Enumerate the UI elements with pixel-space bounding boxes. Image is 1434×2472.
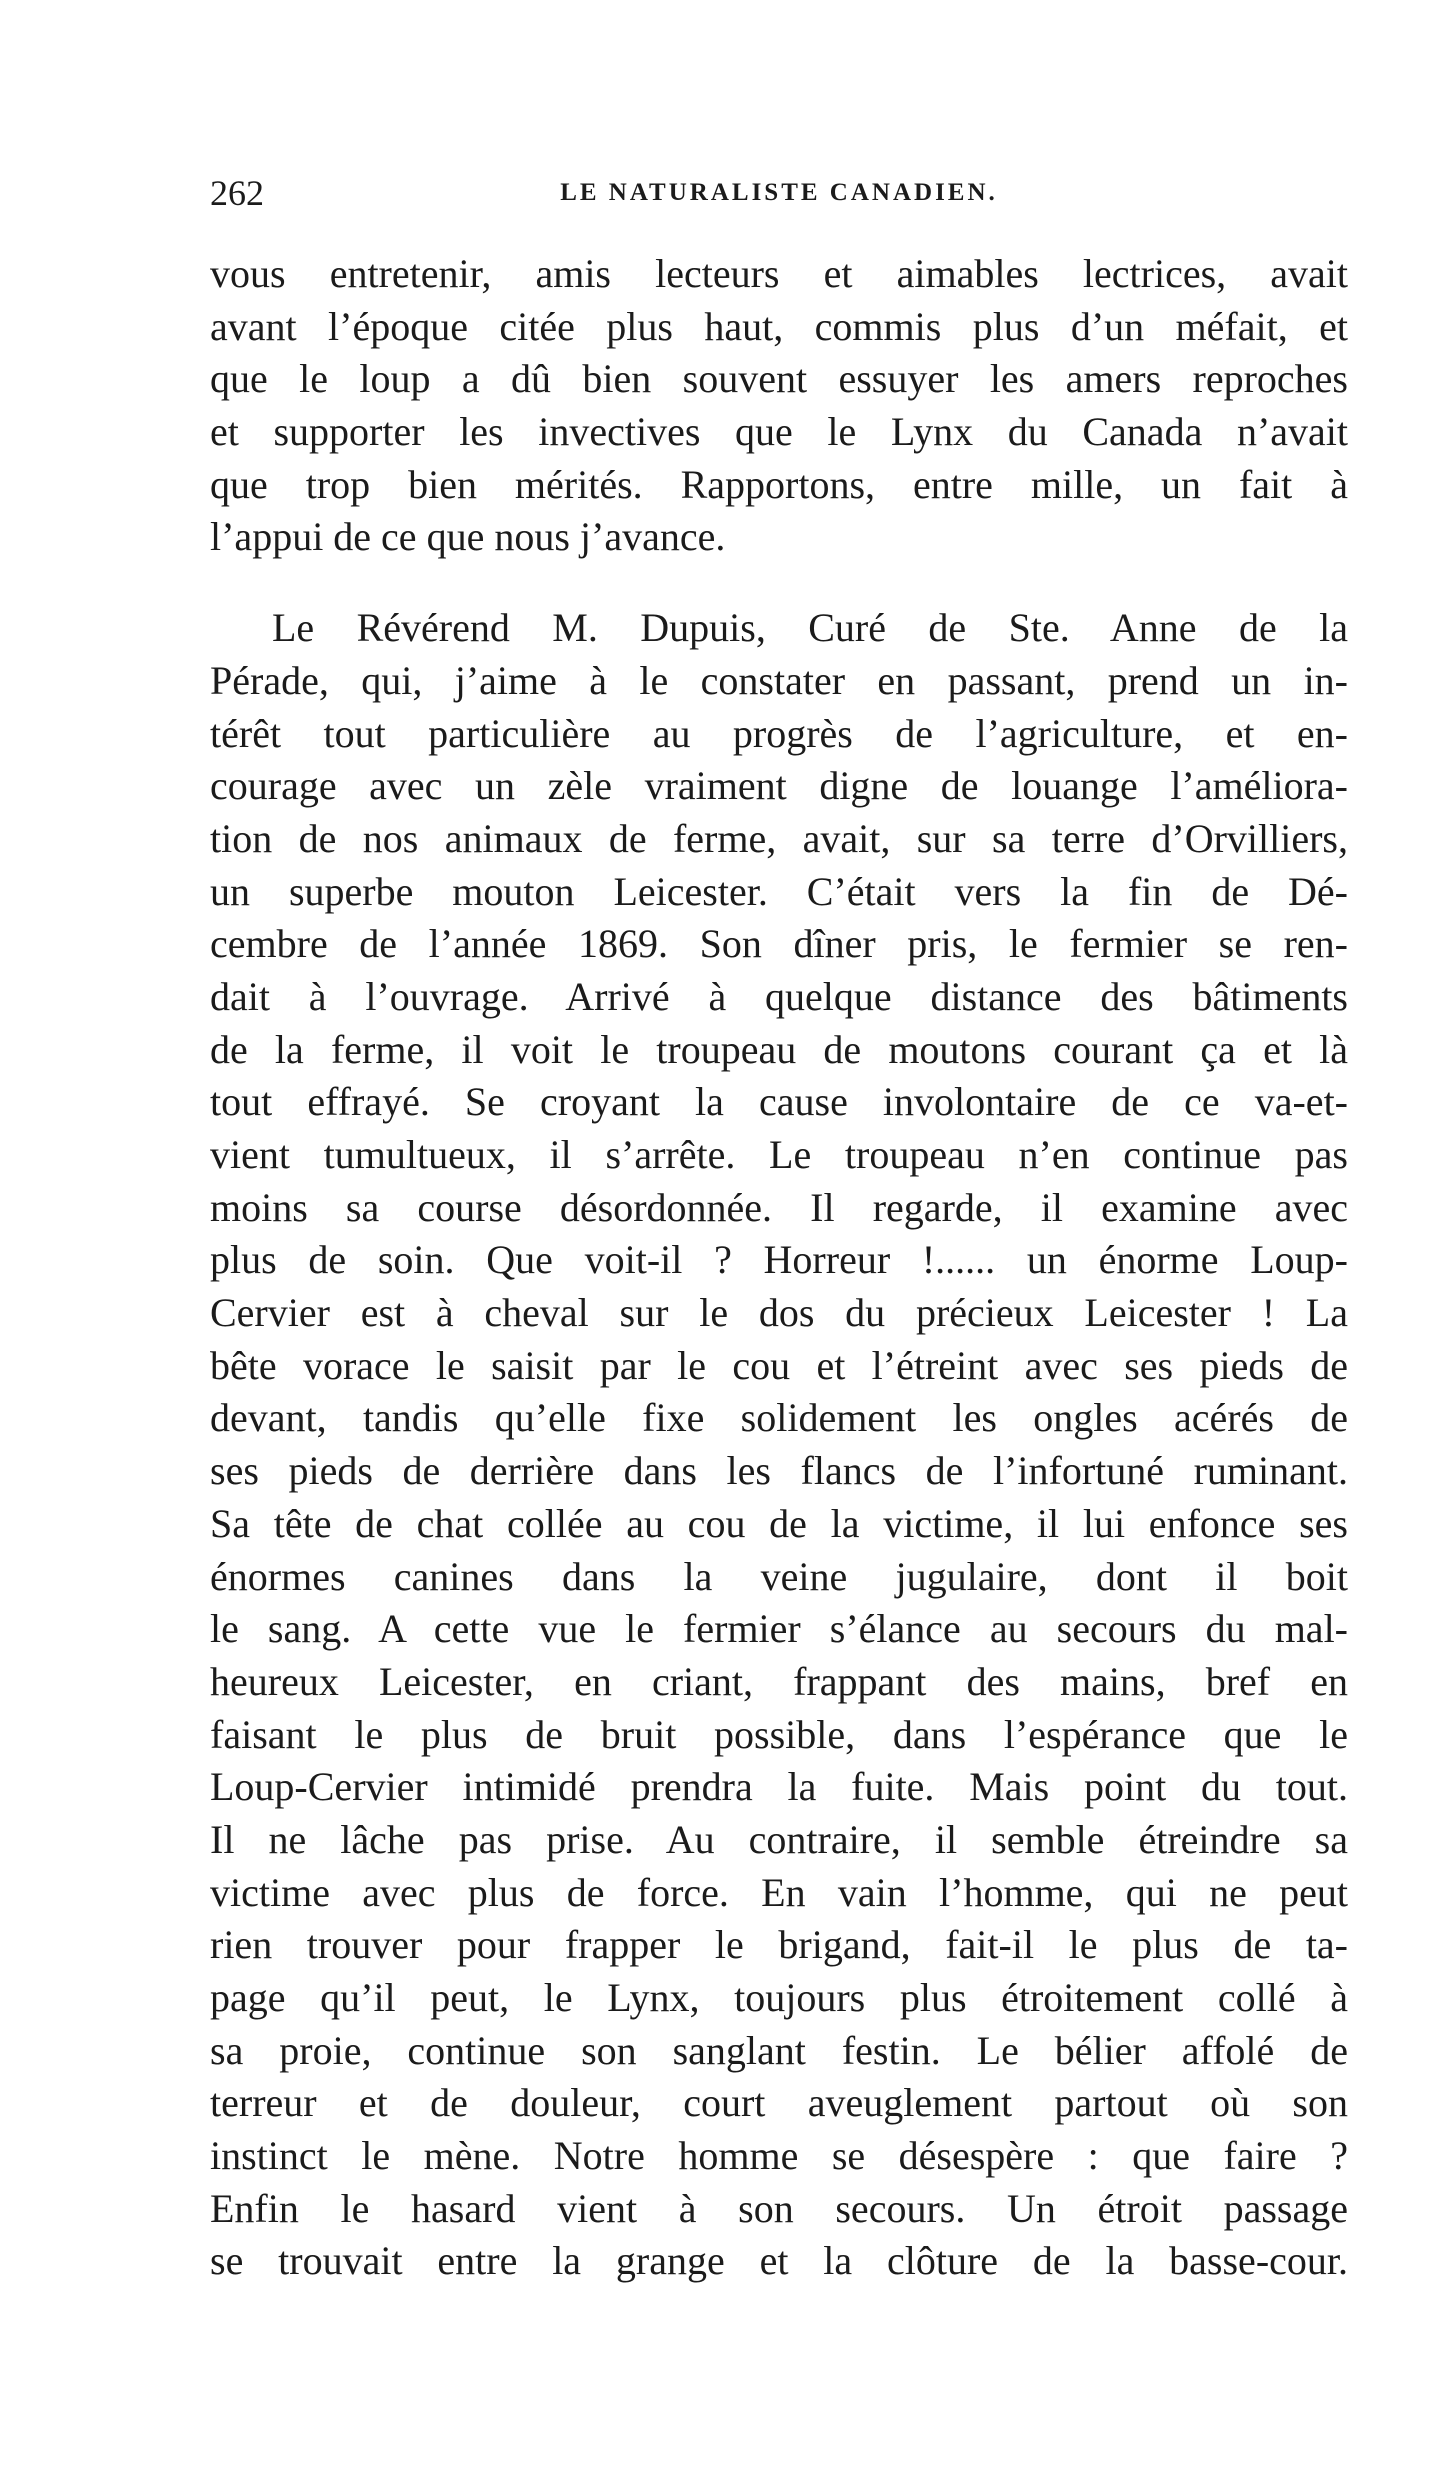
text-line: plus de soin. Que voit-il ? Horreur !...... un énorme Loup- [210, 1237, 1348, 1283]
text-line: Sa tête de chat collée au cou de la victime, il lui enfonce ses [210, 1500, 1348, 1546]
text-line: terreur et de douleur, court aveuglement partout où son [210, 2080, 1348, 2126]
text-line: ses pieds de derrière dans les flancs de l’infortuné ruminant. [210, 1448, 1348, 1494]
text-line: Il ne lâche pas prise. Au contraire, il semble étreindre sa [210, 1816, 1348, 1862]
text-line: Cervier est à cheval sur le dos du précieux Leicester ! La [210, 1290, 1348, 1336]
text-line: un superbe mouton Leicester. C’était vers la fin de Dé- [210, 868, 1348, 914]
body-text [210, 248, 1348, 2288]
paragraph-2 [210, 602, 1348, 2288]
text-line: vient tumultueux, il s’arrête. Le troupeau n’en continue pas [210, 1132, 1348, 1177]
text-line: devant, tandis qu’elle fixe solidement les ongles acérés de [210, 1395, 1348, 1441]
text-line: l’appui de ce que nous j’avance. [210, 514, 726, 560]
paragraph-1 [210, 248, 1348, 564]
text-line: énormes canines dans la veine jugulaire, dont il boit [210, 1553, 1348, 1599]
text-line: avant l’époque citée plus haut, commis plus d’un méfait, et [210, 303, 1348, 349]
text-line: térêt tout particulière au progrès de l’agriculture, et en- [210, 710, 1348, 756]
text-line: Loup-Cervier intimidé prendra la fuite. Mais point du tout. [210, 1764, 1348, 1810]
text-line: se trouvait entre la grange et la clôture de la basse-cour. [210, 2238, 1348, 2284]
text-line: vous entretenir, amis lecteurs et aimables lectrices, avait [210, 251, 1348, 296]
text-line: Pérade, qui, j’aime à le constater en passant, prend un in- [210, 657, 1348, 703]
text-line: que trop bien mérités. Rapportons, entre mille, un fait à [210, 461, 1348, 507]
page-number: 262 [210, 173, 264, 213]
text-line: Le Révérend M. Dupuis, Curé de Ste. Anne de la [272, 605, 1348, 651]
text-line: le sang. A cette vue le fermier s’élance au secours du mal- [210, 1606, 1348, 1652]
text-line: et supporter les invectives que le Lynx du Canada n’avait [210, 409, 1348, 455]
text-line: heureux Leicester, en criant, frappant des mains, bref en [210, 1658, 1348, 1704]
text-line: courage avec un zèle vraiment digne de louange l’améliora- [210, 763, 1348, 809]
text-line: que le loup a dû bien souvent essuyer les amers reproches [210, 356, 1348, 402]
text-line: sa proie, continue son sanglant festin. Le bélier affolé de [210, 2027, 1348, 2073]
text-line: rien trouver pour frapper le brigand, fait-il le plus de ta- [210, 1922, 1348, 1968]
text-line: tion de nos animaux de ferme, avait, sur sa terre d’Orvilliers, [210, 815, 1348, 861]
text-line: victime avec plus de force. En vain l’homme, qui ne peut [210, 1869, 1348, 1915]
text-line: dait à l’ouvrage. Arrivé à quelque distance des bâtiments [210, 973, 1348, 1019]
text-line: faisant le plus de bruit possible, dans l’espérance que le [210, 1711, 1348, 1757]
text-line: Enfin le hasard vient à son secours. Un étroit passage [210, 2185, 1348, 2231]
page-header [210, 168, 1348, 218]
text-line: bête vorace le saisit par le cou et l’étreint avec ses pieds de [210, 1342, 1348, 1388]
running-head: LE NATURALISTE CANADIEN. [560, 179, 998, 206]
text-line: instinct le mène. Notre homme se désespère : que faire ? [210, 2133, 1348, 2179]
text-line: page qu’il peut, le Lynx, toujours plus étroitement collé à [210, 1975, 1348, 2020]
text-line: de la ferme, il voit le troupeau de moutons courant ça et là [210, 1026, 1348, 1072]
text-line: cembre de l’année 1869. Son dîner pris, le fermier se ren- [210, 921, 1348, 967]
text-line: tout effrayé. Se croyant la cause involontaire de ce va-et- [210, 1079, 1348, 1125]
text-line: moins sa course désordonnée. Il regarde, il examine avec [210, 1184, 1348, 1230]
